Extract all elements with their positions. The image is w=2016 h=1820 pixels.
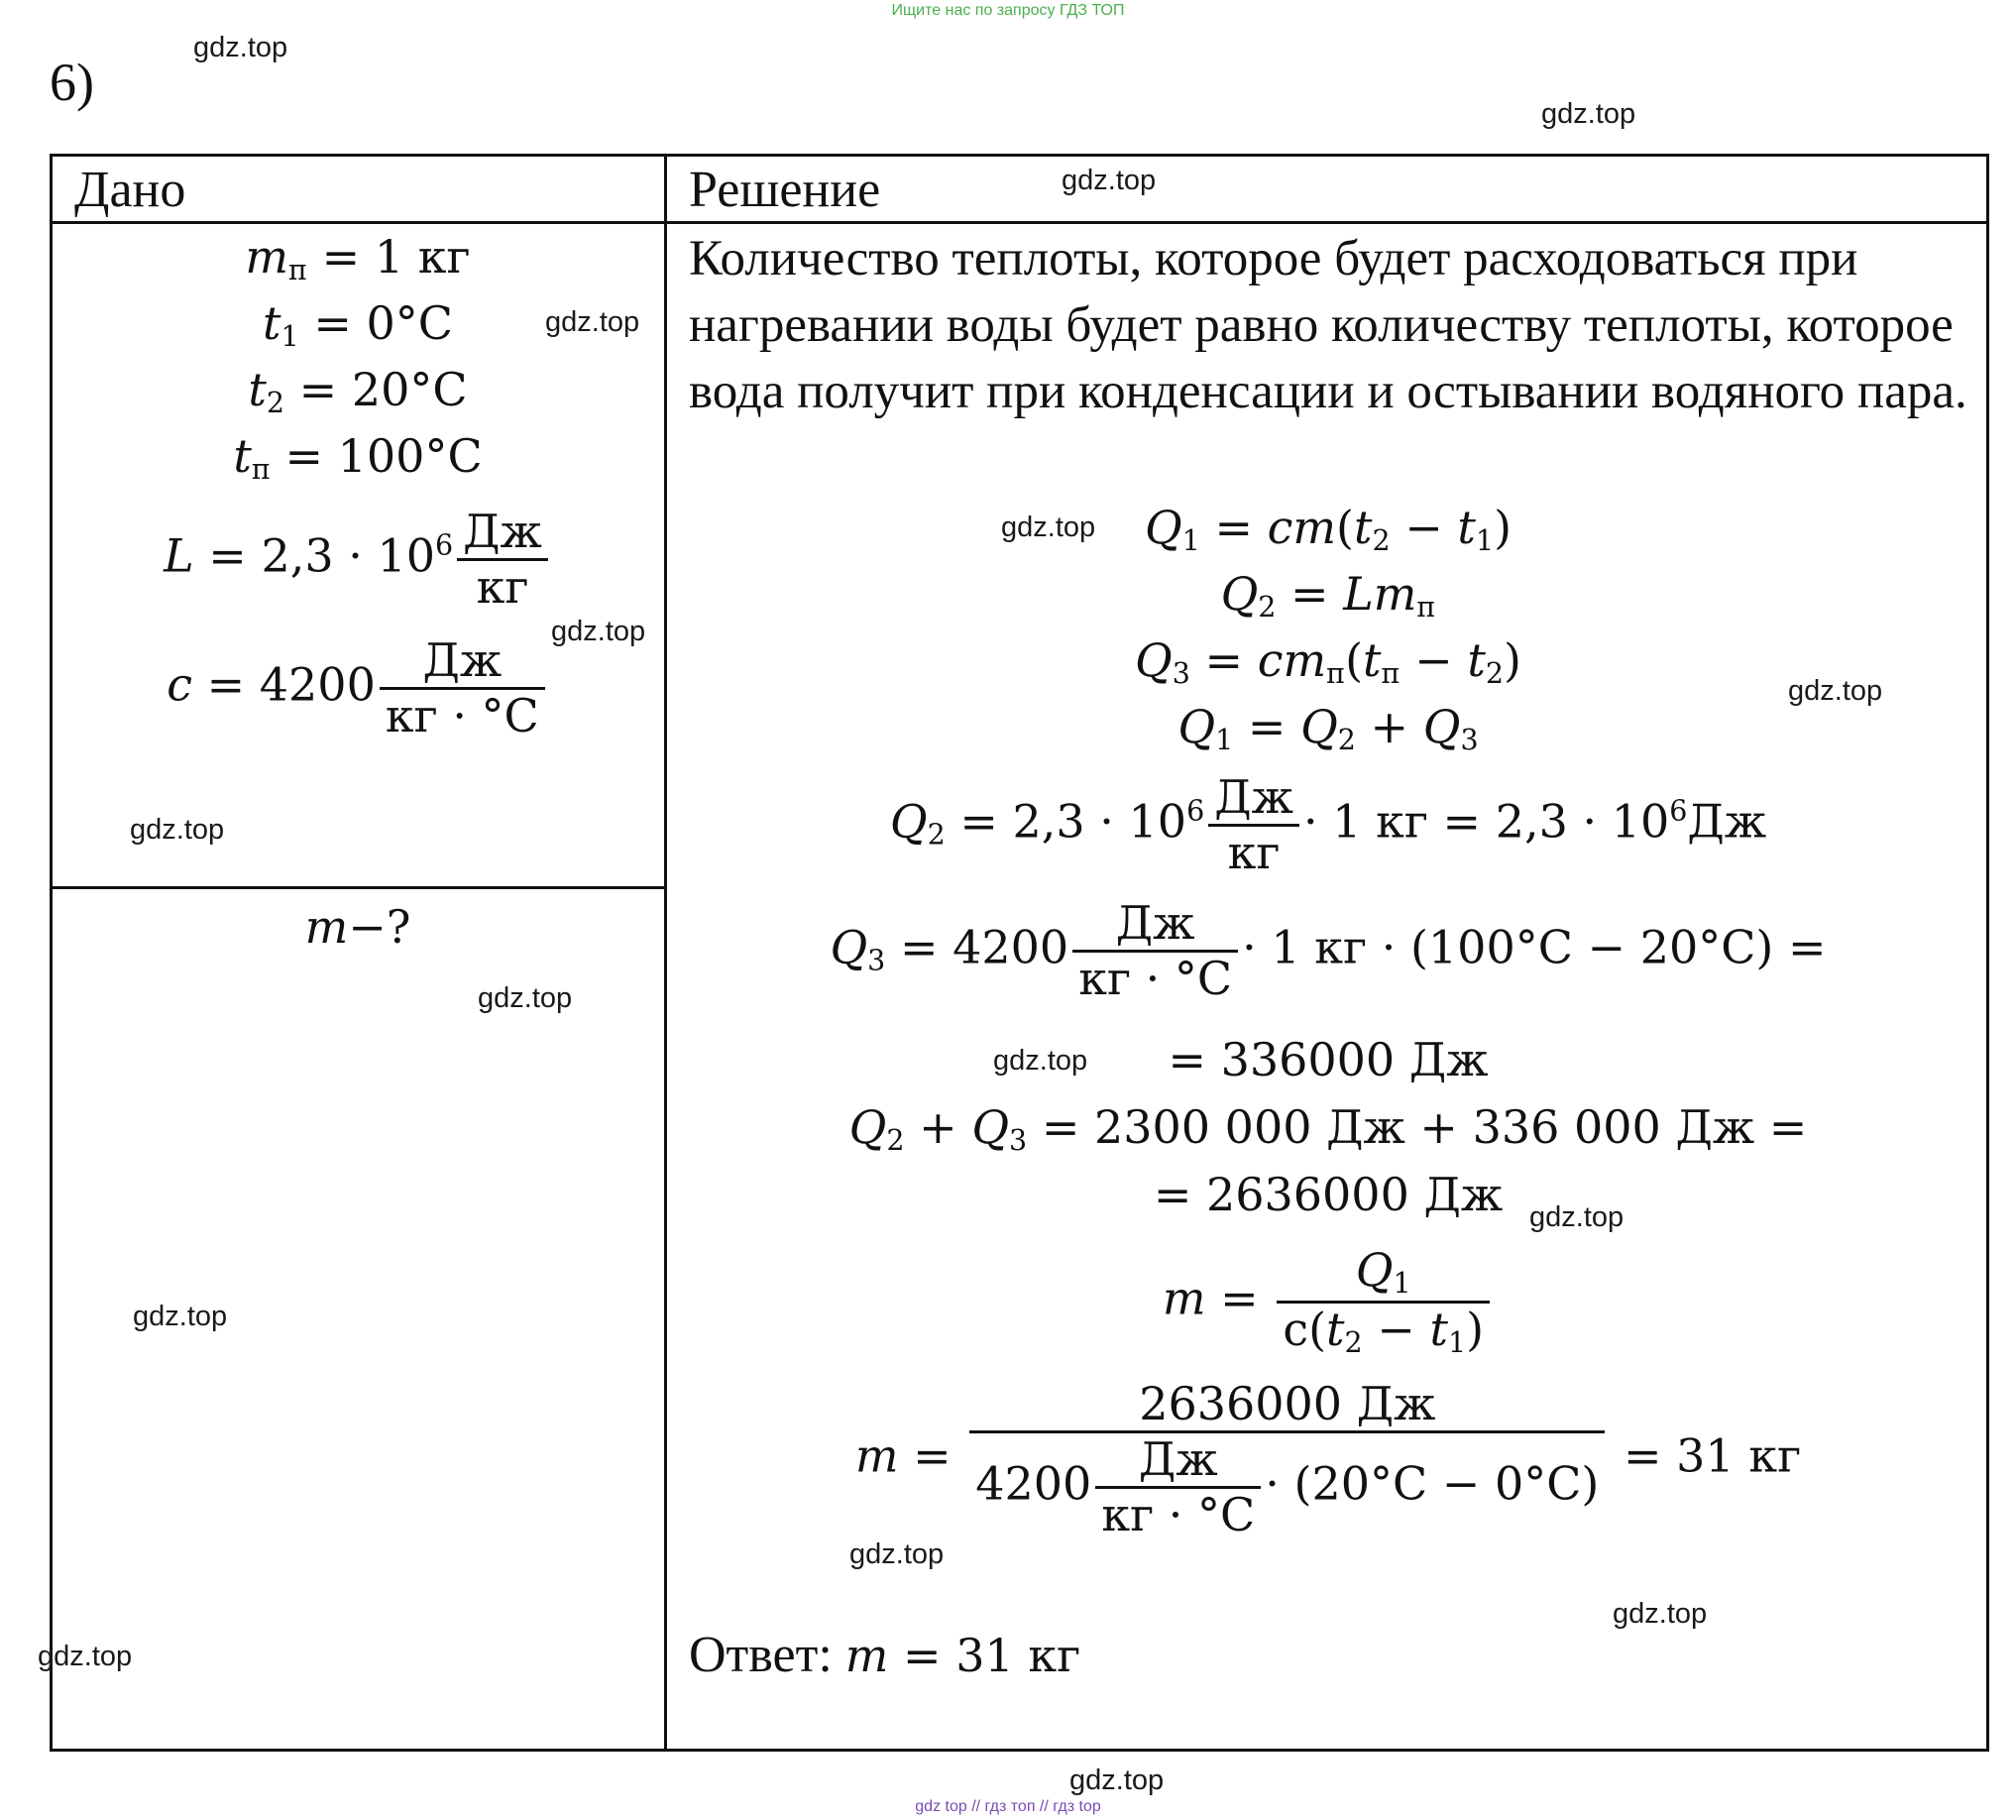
watermark: gdz.top: [1613, 1598, 1708, 1630]
given-tp: $t_п = 100^\circ C$: [233, 429, 483, 487]
given-specific-heat: c = 4200 $\frac{Дж}{кг \cdot ^\circ C}$: [52, 634, 664, 742]
watermark: gdz.top: [849, 1538, 945, 1570]
given-t2: $t_2 = 20^\circ C$: [248, 363, 468, 420]
watermark: gdz.top: [1541, 98, 1636, 130]
watermark: gdz.top: [193, 32, 288, 63]
watermark: gdz.top: [1062, 165, 1157, 196]
watermark: gdz.top: [38, 1641, 133, 1672]
equation-q2: $Q_2 = Lm_п$: [1220, 567, 1436, 625]
equation-sum: $Q_2 + Q_3 = 2300$ 000 Дж + 336 000 Дж =: [848, 1100, 1808, 1158]
solution-intro: Количество теплоты, которое будет расходоваться при нагревании воды будет равно количеству теплоты, которое вода получит при конденсации и остывании водяного пара.: [689, 231, 1967, 419]
watermark: gdz.top: [133, 1301, 228, 1332]
watermark: gdz.top: [1001, 512, 1096, 543]
equation-mass-formula: m = $\frac{Q_1}{c(t_2 - t_1)}$: [689, 1244, 1967, 1360]
problem-label: 6): [50, 53, 94, 112]
answer: Ответ: m = 31 кг: [689, 1627, 1081, 1683]
equation-balance: $Q_1 = Q_2 + Q_3$: [1177, 700, 1479, 757]
table-divider-vertical: [664, 154, 667, 1752]
solution-header: Решение: [689, 162, 881, 218]
watermark: gdz.top: [545, 306, 640, 338]
table-divider-given: [50, 886, 666, 889]
watermark: gdz.top: [1788, 675, 1883, 707]
equation-q3: $Q_3 = cm_п(t_п - t_2)$: [1135, 633, 1521, 691]
find-mass: m−?: [304, 900, 411, 954]
given-mass-steam: $m_п = 1$ кг: [245, 230, 471, 287]
equation-q3-result: = 336000 Дж: [1168, 1033, 1489, 1086]
given-latent-heat: $L = 2,3 \cdot 10^6$ $\frac{Дж}{кг}$: [52, 506, 664, 614]
header-note: Ищите нас по запросу ГДЗ ТОП: [891, 2, 1125, 19]
given-t1: $t_1 = 0^\circ C$: [263, 296, 453, 354]
equation-q3-value: $Q_3 = 4200$ $\frac{Дж}{кг \cdot ^\circ C}$ · 1 кг · (100°C − 20°C) =: [830, 896, 1827, 1005]
watermark: gdz.top: [1069, 1764, 1165, 1796]
watermark: gdz.top: [1529, 1201, 1624, 1233]
watermark: gdz.top: [993, 1045, 1088, 1077]
equation-mass-value: m = 2636000 Дж 4200 $\frac{Дж}{кг \cdot ^\circ C}$ · (20°C − 0°C) = 31 кг: [854, 1377, 1802, 1541]
table-divider-header: [50, 221, 1989, 224]
equation-q1: $Q_1 = cm(t_2 - t_1)$: [1144, 501, 1512, 558]
given-header: Дано: [74, 162, 186, 218]
watermark: gdz.top: [551, 616, 646, 647]
footer-note: gdz top // гдз топ // гдз top: [915, 1798, 1101, 1815]
watermark: gdz.top: [130, 814, 225, 846]
equation-sum-result: = 2636000 Дж: [1153, 1168, 1504, 1221]
watermark: gdz.top: [478, 982, 573, 1014]
equation-q2-value: $Q_2 = 2,3 \cdot 10^6$ $\frac{Дж}{кг}$ · 1 кг = $2,3 \cdot 10^6Дж$: [889, 770, 1767, 879]
